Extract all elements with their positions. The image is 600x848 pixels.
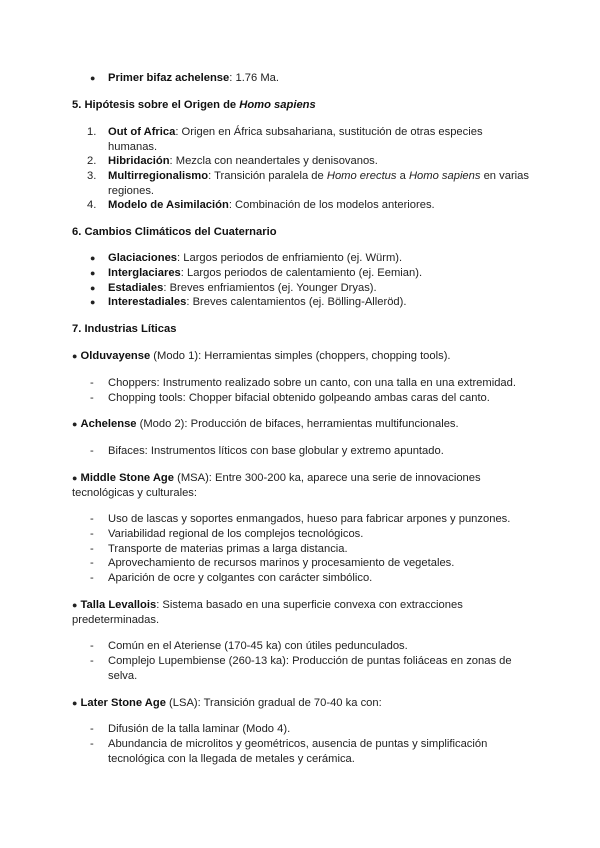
dash-marker: - xyxy=(90,738,94,750)
hypothesis-item-cont: humanas. xyxy=(108,140,158,153)
bullet-icon: ● xyxy=(72,351,78,361)
sub-item: Complejo Lupembiense (260-13 ka): Producción de puntas foliáceas en zonas de xyxy=(108,655,512,667)
list-number: 4. xyxy=(87,199,97,211)
sub-item: Aprovechamiento de recursos marinos y procesamiento de vegetales. xyxy=(108,557,455,569)
industry-levallois: ● Talla Levallois: Sistema basado en una superficie convexa con extracciones xyxy=(72,599,463,611)
list-number: 1. xyxy=(87,126,97,138)
sub-item-cont: tecnológica con la llegada de metales y cerámica. xyxy=(108,752,355,765)
hypothesis-item: Multirregionalismo: Transición paralela de Homo erectus a Homo sapiens en varias xyxy=(108,170,529,182)
sub-item: Abundancia de microlitos y geométricos, ausencia de puntas y simplificación xyxy=(108,738,488,750)
sub-item: Aparición de ocre y colgantes con carácter simbólico. xyxy=(108,571,373,584)
dash-marker: - xyxy=(90,571,94,584)
dash-marker: - xyxy=(90,392,94,404)
bullet-icon: ● xyxy=(90,253,96,263)
hypothesis-item: Modelo de Asimilación: Combinación de los modelos anteriores. xyxy=(108,199,435,211)
bullet-icon: ● xyxy=(90,282,96,293)
industry-achelense: ● Achelense (Modo 2): Producción de bifaces, herramientas multifuncionales. xyxy=(72,418,459,430)
climate-item: Glaciaciones: Largos periodos de enfriamiento (ej. Würm). xyxy=(108,252,403,264)
bullet-icon: ● xyxy=(72,698,78,708)
section-6-heading: 6. Cambios Climáticos del Cuaternario xyxy=(72,226,277,238)
sub-item: Uso de lascas y soportes enmangados, hueso para fabricar arpones y punzones. xyxy=(108,513,511,525)
bullet-icon: ● xyxy=(72,473,78,483)
top-item: Primer bifaz achelense: 1.76 Ma. xyxy=(108,72,280,84)
sub-item: Chopping tools: Chopper bifacial obtenido golpeando ambas caras del canto. xyxy=(108,392,490,404)
industry-msa: ● Middle Stone Age (MSA): Entre 300-200 ka, aparece una serie de innovaciones xyxy=(72,472,481,484)
list-number: 2. xyxy=(87,155,97,167)
sub-item: Transporte de materias primas a larga distancia. xyxy=(108,542,348,555)
sub-item: Choppers: Instrumento realizado sobre un canto, con una talla en una extremidad. xyxy=(108,377,516,389)
dash-marker: - xyxy=(90,528,94,540)
industry-levallois-cont: predeterminadas. xyxy=(72,613,160,626)
bullet-icon: ● xyxy=(72,600,78,610)
section-7-heading: 7. Industrias Líticas xyxy=(72,323,177,335)
climate-item: Interglaciares: Largos periodos de calentamiento (ej. Eemian). xyxy=(108,267,423,279)
hypothesis-item: Hibridación: Mezcla con neandertales y denisovanos. xyxy=(108,155,378,167)
climate-item: Interestadiales: Breves calentamientos (ej. Bölling-Alleröd). xyxy=(108,296,407,308)
sub-item: Bifaces: Instrumentos líticos con base globular y extremo apuntado. xyxy=(108,445,444,457)
sub-item-cont: selva. xyxy=(108,669,138,682)
dash-marker: - xyxy=(90,557,94,569)
bullet-icon: ● xyxy=(90,73,96,83)
list-number: 3. xyxy=(87,170,97,182)
bullet-icon: ● xyxy=(72,419,78,429)
dash-marker: - xyxy=(90,377,94,389)
dash-marker: - xyxy=(90,542,94,555)
dash-marker: - xyxy=(90,723,94,735)
dash-marker: - xyxy=(90,640,94,652)
dash-marker: - xyxy=(90,513,94,525)
dash-marker: - xyxy=(90,655,94,667)
industry-msa-cont: tecnológicas y culturales: xyxy=(72,486,197,499)
bullet-icon: ● xyxy=(90,268,96,278)
sub-item: Común en el Ateriense (170-45 ka) con útiles pedunculados. xyxy=(108,640,408,652)
industry-olduvayense: ● Olduvayense (Modo 1): Herramientas simples (choppers, chopping tools). xyxy=(72,350,451,362)
sub-item: Difusión de la talla laminar (Modo 4). xyxy=(108,723,291,735)
section-5-heading: 5. Hipótesis sobre el Origen de Homo sapiens xyxy=(72,99,316,111)
climate-item: Estadiales: Breves enfriamientos (ej. Younger Dryas). xyxy=(108,281,377,294)
industry-lsa: ● Later Stone Age (LSA): Transición gradual de 70-40 ka con: xyxy=(72,697,382,709)
dash-marker: - xyxy=(90,445,94,457)
sub-item: Variabilidad regional de los complejos tecnológicos. xyxy=(108,528,364,540)
hypothesis-item: Out of Africa: Origen en África subsahariana, sustitución de otras especies xyxy=(108,126,483,138)
hypothesis-item-cont: regiones. xyxy=(108,184,155,197)
bullet-icon: ● xyxy=(90,297,96,307)
